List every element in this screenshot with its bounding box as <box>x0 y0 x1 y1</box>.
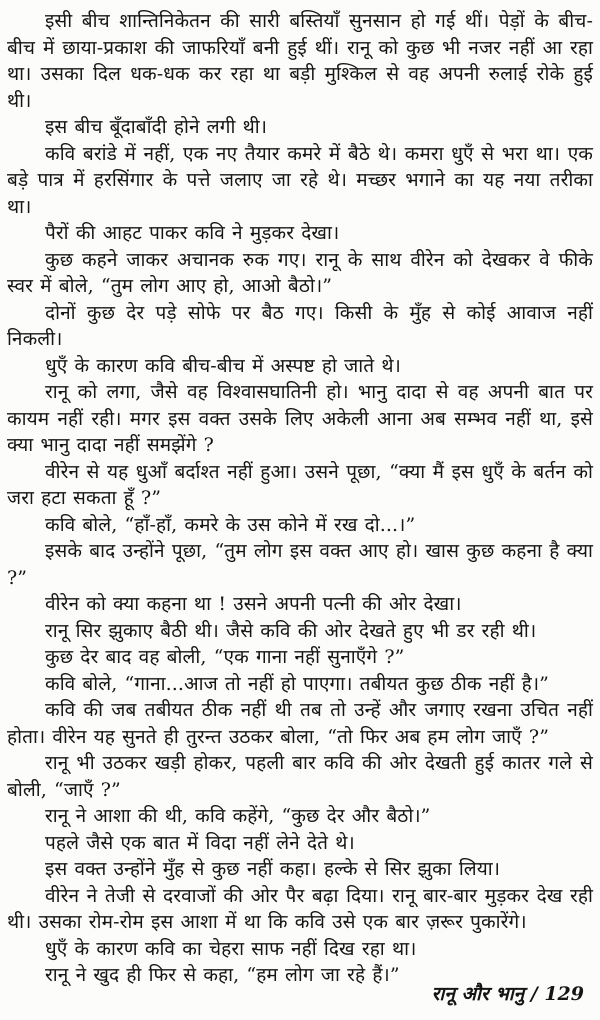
paragraph: वीरेन ने तेजी से दरवाजों की ओर पैर बढ़ा दिया। रानू बार-बार मुड़कर देख रही थी। उसका रोम-रोम इस आशा में था कि कवि उसे एक बार ज़रूर पुकारेंगे। <box>7 884 593 933</box>
paragraph: कवि की जब तबीयत ठीक नहीं थी तब तो उन्हें और जगाए रखना उचित नहीं होता। वीरेन यह सुनते ही तुरन्त उठकर बोला, “तो फिर अब हम लोग जाएँ ?” <box>7 699 593 748</box>
paragraph: रानू सिर झुकाए बैठी थी। जैसे कवि की ओर देखते हुए भी डर रही थी। <box>45 619 537 642</box>
paragraph: कवि बोले, “गाना...आज तो नहीं हो पाएगा। तबीयत कुछ ठीक नहीं है।” <box>45 672 549 695</box>
footer-chapter-title: रानू और भानु <box>431 983 525 1005</box>
paragraph: रानू को लगा, जैसे वह विश्वासघातिनी हो। भानु दादा से वह अपनी बात पर कायम नहीं रही। मगर इस वक्त उसके लिए अकेली आना अब सम्भव नहीं था, इसे क्या भानु दादा नहीं समझेंगे ? <box>7 381 593 456</box>
paragraph: कवि बरांडे में नहीं, एक नए तैयार कमरे में बैठे थे। कमरा धुएँ से भरा था। एक बड़े पात्र में हरसिंगार के पत्ते जलाए जा रहे थे। मच्छर भगाने का यह नया तरीका था। <box>7 142 593 218</box>
paragraph: पहले जैसे एक बात में विदा नहीं लेने देते थे। <box>45 831 355 854</box>
paragraph: इसके बाद उन्होंने पूछा, “तुम लोग इस वक्त आए हो। खास कुछ कहना है क्या ?” <box>7 540 593 589</box>
paragraph: कवि बोले, “हाँ-हाँ, कमरे के उस कोने में रख दो...।” <box>45 513 416 536</box>
paragraph: दोनों कुछ देर पड़े सोफे पर बैठ गए। किसी के मुँह से कोई आवाज नहीं निकली। <box>7 301 593 350</box>
paragraph: इस बीच बूँदाबाँदी होने लगी थी। <box>45 116 268 138</box>
paragraph: कुछ देर बाद वह बोली, “एक गाना नहीं सुनाएँगे ?” <box>45 646 405 668</box>
paragraph: कुछ कहने जाकर अचानक रुक गए। रानू के साथ वीरेन को देखकर वे फीके स्वर में बोले, “तुम लोग आए हो, आओ बैठो।” <box>7 248 593 297</box>
paragraph: पैरों की आहट पाकर कवि ने मुड़कर देखा। <box>45 222 340 244</box>
page-footer <box>432 980 584 1006</box>
body-text <box>7 8 593 989</box>
footer-separator: / <box>524 983 545 1005</box>
paragraph: रानू ने आशा की थी, कवि कहेंगे, “कुछ देर और बैठो।” <box>45 805 431 827</box>
paragraph: वीरेन से यह धुआँ बर्दाश्त नहीं हुआ। उसने पूछा, “क्या मैं इस धुएँ के बर्तन को जरा हटा सकता हूँ ?” <box>7 460 593 509</box>
paragraph: धुएँ के कारण कवि का चेहरा साफ नहीं दिख रहा था। <box>45 937 417 960</box>
footer-page-number: 129 <box>544 983 584 1005</box>
paragraph: इस वक्त उन्होंने मुँह से कुछ नहीं कहा। हल्के से सिर झुका लिया। <box>45 858 501 880</box>
paragraph: इसी बीच शान्तिनिकेतन की सारी बस्तियाँ सुनसान हो गई थीं। पेड़ों के बीच-बीच में छाया-प्रकाश की जाफरियाँ बनी हुई थीं। रानू को कुछ भी नजर नहीं आ रहा था। उसका दिल धक-धक कर रहा था बड़ी मुश्किल से वह अपनी रुलाई रोके हुई थी। <box>7 10 594 112</box>
paragraph: रानू भी उठकर खड़ी होकर, पहली बार कवि की ओर देखती हुई कातर गले से बोली, “जाएँ ?” <box>7 752 593 801</box>
paragraph: धुएँ के कारण कवि बीच-बीच में अस्पष्ट हो जाते थे। <box>45 354 401 377</box>
paragraph: वीरेन को क्या कहना था ! उसने अपनी पत्नी की ओर देखा। <box>45 593 462 615</box>
paragraph: रानू ने खुद ही फिर से कहा, “हम लोग जा रहे हैं।” <box>45 964 400 986</box>
